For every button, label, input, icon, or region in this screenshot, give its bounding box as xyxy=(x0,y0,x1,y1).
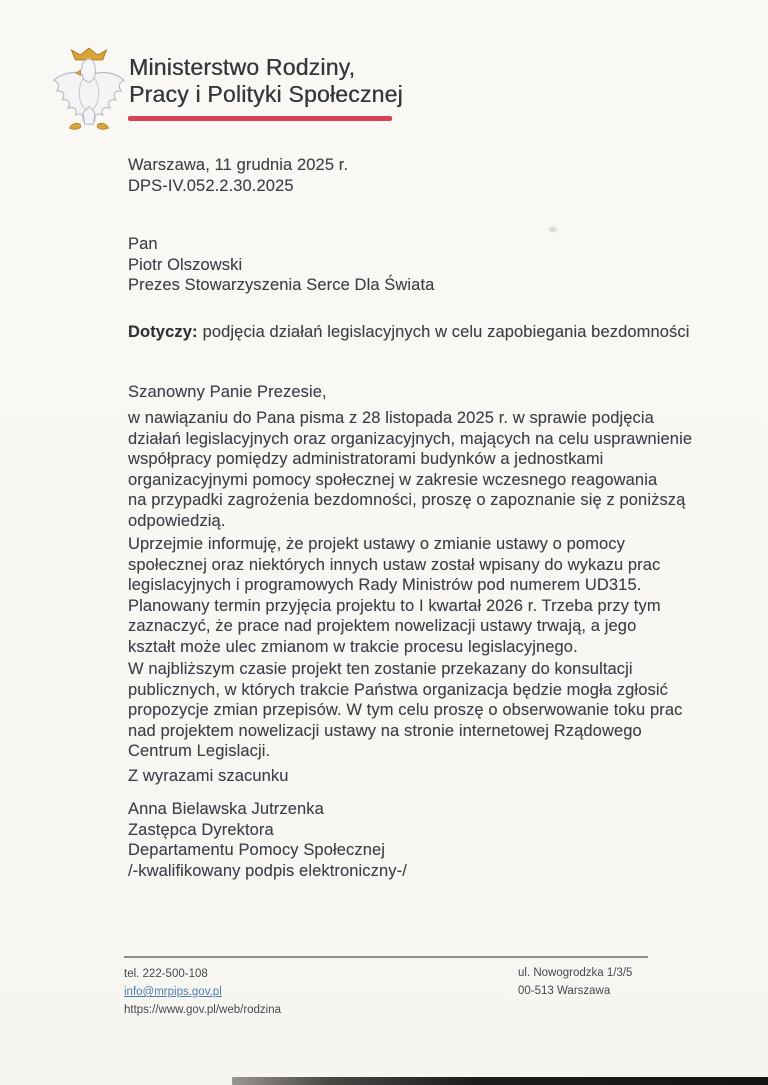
body-text-line: propozycje zmian przepisów. W tym celu proszę o obserwowanie toku prac xyxy=(128,701,683,719)
salutation: Szanowny Panie Prezesie, xyxy=(128,383,327,401)
body-text-line: organizacyjnymi pomocy społecznej w zakresie wczesnego reagowania xyxy=(128,470,658,489)
ministry-name-line2: Pracy i Polityki Społecznej xyxy=(129,81,403,107)
recipient-line: Piotr Olszowski xyxy=(128,255,243,274)
body-text-line: Planowany termin przyjęcia projektu to I kwartał 2026 r. Trzeba przy tym xyxy=(128,596,661,615)
footer-email-link[interactable]: info@mrpips.gov.pl xyxy=(124,986,222,998)
body-text-line: odpowiedzią. xyxy=(128,511,226,530)
signature-line: Departamentu Pomocy Społecznej xyxy=(128,841,386,859)
body-text-line: działań legislacyjnych oraz organizacyjnych, mających na celu usprawnienie xyxy=(128,429,693,448)
reference-number: DPS-IV.052.2.30.2025 xyxy=(128,176,294,195)
header-accent-rule xyxy=(128,116,392,121)
body-text-line: W najbliższym czasie projekt ten zostanie przekazany do konsultacji xyxy=(128,660,633,678)
subject-line xyxy=(128,322,690,343)
paragraph-1 xyxy=(128,408,692,531)
scan-artifact-bar xyxy=(232,1077,768,1085)
subject-text: podjęcia działań legislacyjnych w celu zapobiegania bezdomności xyxy=(202,323,690,341)
body-text-line: legislacyjnych i programowych Rady Ministrów pod numerem UD315. xyxy=(128,576,642,594)
paragraph-3 xyxy=(128,659,683,762)
body-text-line: Centrum Legislacji. xyxy=(128,742,271,760)
body-text-line: na przypadki zagrożenia bezdomności, proszę o zapoznanie się z poniższą xyxy=(128,491,686,509)
scan-speck xyxy=(549,227,557,232)
signature-line: Anna Bielawska Jutrzenka xyxy=(128,800,324,818)
body-text-line: nad projektem nowelizacji ustawy na stronie internetowej Rządowego xyxy=(128,721,642,740)
footer-address-line2: 00-513 Warszawa xyxy=(518,985,611,997)
footer-address-line1: ul. Nowogrodzka 1/3/5 xyxy=(518,967,633,979)
body-text-line: zaznaczyć, że prace nad projektem nowelizacji ustawy trwają, a jego xyxy=(128,617,637,635)
body-text-line: w nawiązaniu do Pana pisma z 28 listopada 2025 r. w sprawie podjęcia xyxy=(128,409,654,427)
subject-label: Dotyczy: xyxy=(128,323,198,341)
signature-line: /-kwalifikowany podpis elektroniczny-/ xyxy=(128,861,407,880)
body-text-line: publicznych, w których trakcie Państwa organizacja będzie mogła zgłosić xyxy=(128,680,668,699)
footer-phone: tel. 222-500-108 xyxy=(124,968,208,980)
footer-address xyxy=(518,964,632,1000)
recipient-block xyxy=(128,234,434,296)
footer-contact xyxy=(124,965,281,1019)
paragraph-2 xyxy=(128,534,661,657)
place-date: Warszawa, 11 grudnia 2025 r. xyxy=(128,156,349,174)
body-text-line: kształt może ulec zmianom w trakcie procesu legislacyjnego. xyxy=(128,637,578,656)
ministry-name-line1: Ministerstwo Rodziny, xyxy=(129,54,356,80)
recipient-line: Pan xyxy=(128,235,158,253)
closing-phrase: Z wyrazami szacunku xyxy=(128,767,289,785)
footer-divider xyxy=(124,956,648,958)
body-text-line: współpracy pomiędzy administratorami budynków a jednostkami xyxy=(128,450,604,468)
ministry-name xyxy=(129,54,403,108)
signature-line: Zastępca Dyrektora xyxy=(128,820,274,839)
polish-eagle-logo-icon xyxy=(50,46,128,139)
body-text-line: Uprzejmie informuję, że projekt ustawy o zmianie ustawy o pomocy xyxy=(128,535,626,553)
date-reference-block xyxy=(128,155,348,196)
recipient-line: Prezes Stowarzyszenia Serce Dla Świata xyxy=(128,276,435,294)
signature-block xyxy=(128,799,407,881)
footer-website: https://www.gov.pl/web/rodzina xyxy=(124,1004,282,1016)
body-text-line: społecznej oraz niektórych innych ustaw został wpisany do wykazu prac xyxy=(128,555,661,574)
